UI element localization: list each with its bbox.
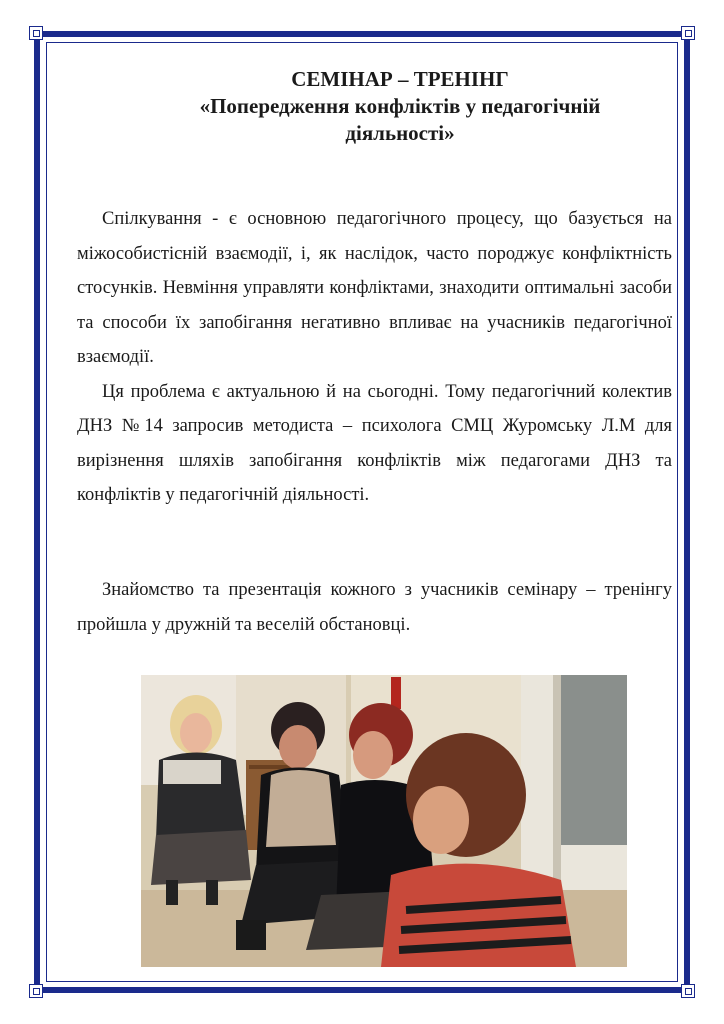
corner-ornament-top-left — [29, 26, 43, 40]
title-line-2: «Попередження конфліктів у педагогічній — [199, 94, 601, 118]
paragraph-2: Ця проблема є актуальною й на сьогодні. Тому педагогічний колектив ДНЗ №14 запросив методиста – психолога СМЦ Журомську Л.М для вирізнення шляхів запобігання конфліктів між педагогами ДНЗ та конфліктів у педагогічній діяльності. — [77, 381, 672, 505]
document-title — [120, 66, 680, 147]
paragraph-1: Спілкування - є основною педагогічного процесу, що базується на міжособистісній взаємодії, і, як наслідок, часто породжує конфліктність стосунків. Невміння управляти конфліктами, знаходити оптимальні засоби та способи їх запобігання негативно впливає на учасників педагогічної взаємодії. — [77, 209, 672, 367]
corner-ornament-top-right — [681, 26, 695, 40]
paragraph-3: Знайомство та презентація кожного з учасників семінару – тренінгу пройшла у дружній та веселій обстановці. — [77, 580, 672, 635]
intro-text — [77, 202, 672, 513]
corner-ornament-bottom-right — [681, 984, 695, 998]
title-line-3: діяльності» — [345, 121, 455, 145]
presentation-text — [77, 573, 672, 642]
title-line-1: СЕМІНАР – ТРЕНІНГ — [291, 67, 509, 91]
seminar-photo — [141, 675, 627, 967]
corner-ornament-bottom-left — [29, 984, 43, 998]
